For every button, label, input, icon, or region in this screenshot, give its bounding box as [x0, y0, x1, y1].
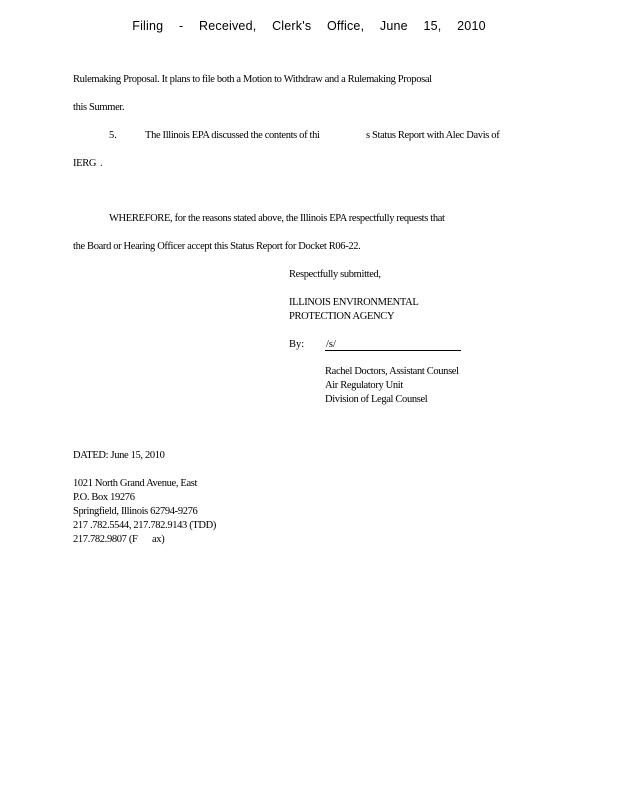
- paragraph-5-text-b: s Status Report with Alec Davis of: [366, 130, 500, 141]
- paragraph-5-text-d: .: [100, 158, 103, 169]
- wherefore-line-2: the Board or Hearing Officer accept this Status Report for Docket R06-22.: [73, 241, 361, 252]
- agency-name-line-2: PROTECTION AGENCY: [289, 311, 395, 322]
- dated-line: DATED: June 15, 2010: [73, 450, 165, 461]
- by-label: By:: [289, 339, 305, 350]
- wherefore-line-1: WHEREFORE, for the reasons stated above, the Illinois EPA respectfully requests that: [109, 213, 445, 224]
- signature-line: [325, 350, 461, 351]
- signature-closing: Respectfully submitted,: [289, 269, 381, 280]
- paragraph-5-text-c: IERG: [73, 158, 97, 169]
- address-line-2: P.O. Box 19276: [73, 492, 135, 503]
- body-line-1: Rulemaking Proposal. It plans to file both a Motion to Withdraw and a Rulemaking Proposal: [73, 74, 432, 85]
- filing-stamp-header: Filing - Received, Clerk's Office, June 15, 2010: [132, 19, 486, 33]
- signer-division: Division of Legal Counsel: [325, 394, 428, 405]
- fax-number: 217.782.9807 (F: [73, 534, 138, 545]
- paragraph-5-number: 5.: [109, 130, 117, 141]
- address-line-3: Springfield, Illinois 62794-9276: [73, 506, 198, 517]
- signer-unit: Air Regulatory Unit: [325, 380, 403, 391]
- signature-mark: /s/: [326, 339, 336, 350]
- paragraph-5-text-a: The Illinois EPA discussed the contents of thi: [145, 130, 320, 141]
- phone-line: 217 .782.5544, 217.782.9143 (TDD): [73, 520, 217, 531]
- agency-name-line-1: ILLINOIS ENVIRONMENTAL: [289, 297, 419, 308]
- address-line-1: 1021 North Grand Avenue, East: [73, 478, 198, 489]
- fax-suffix: ax): [152, 534, 165, 545]
- signer-name: Rachel Doctors, Assistant Counsel: [325, 366, 459, 377]
- body-line-2: this Summer.: [73, 102, 125, 113]
